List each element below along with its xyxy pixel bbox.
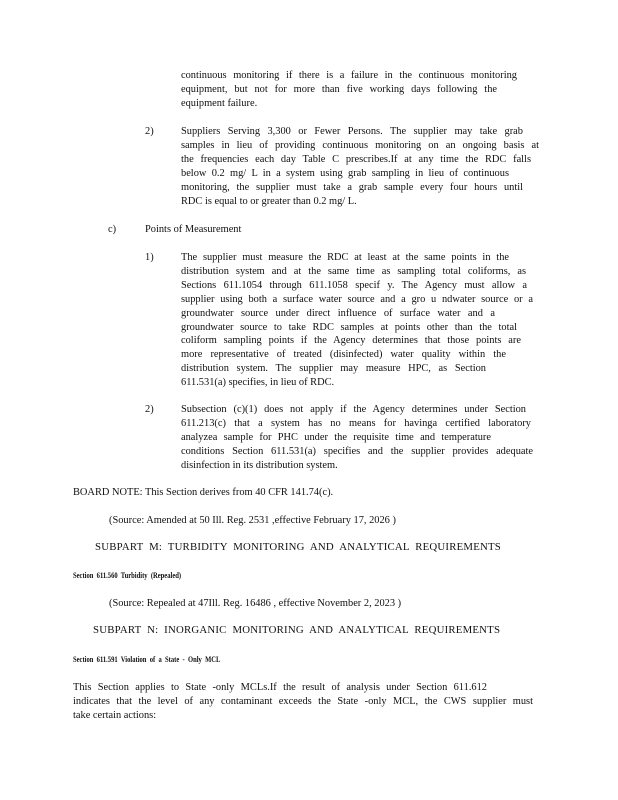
text-line: RDC is equal to or greater than 0.2 mg/ L.	[181, 195, 357, 207]
text-line: continuous monitoring if there is a failure in the continuous monitoring	[181, 70, 517, 81]
text-line: supplier using both a surface water source and a gro u ndwater source or a	[181, 293, 533, 305]
section-611-591-heading: Section 611.591 Violation of a State - Only MCL	[73, 655, 221, 664]
text-line: the frequencies each day Table C prescribes.If at any time the RDC falls	[181, 153, 531, 165]
text-line: This Section applies to State -only MCLs.If the result of analysis under Section 611.612	[73, 682, 487, 693]
source-note-repealed: (Source: Repealed at 47Ill. Reg. 16486 , effective November 2, 2023 )	[109, 598, 402, 609]
subpart-n-heading: SUBPART N: INORGANIC MONITORING AND ANALYTICAL REQUIREMENTS	[93, 624, 501, 636]
item-1-marker: 1)	[145, 252, 154, 263]
text-line: groundwater source to take RDC samples at points other than the total	[181, 321, 517, 333]
text-line: 611.531(a) specifies, in lieu of RDC.	[181, 377, 335, 389]
text-line: monitoring, the supplier must take a grab sample every four hours until	[181, 181, 523, 193]
text-line: disinfection in its distribution system.	[181, 459, 338, 471]
text-line: equipment failure.	[181, 97, 258, 109]
board-note: BOARD NOTE: This Section derives from 40 CFR 141.74(c).	[73, 487, 334, 498]
text-line: indicates that the level of any contaminant exceeds the State -only MCL, the CWS supplier must	[73, 695, 533, 707]
text-line: The supplier must measure the RDC at least at the same points in the	[181, 252, 509, 263]
continuation-paragraph	[181, 69, 517, 111]
text-line: Suppliers Serving 3,300 or Fewer Persons. The supplier may take grab	[181, 126, 523, 137]
item-1-paragraph	[181, 251, 533, 390]
item-c-marker: c)	[108, 224, 117, 235]
text-line: distribution system. The supplier may measure HPC, as Section	[181, 363, 486, 375]
subpart-m-heading: SUBPART M: TURBIDITY MONITORING AND ANALYTICAL REQUIREMENTS	[95, 541, 501, 553]
text-line: take certain actions:	[73, 709, 157, 721]
text-line: equipment, but not for more than five working days following the	[181, 83, 497, 95]
item-c-title: Points of Measurement	[145, 224, 242, 235]
text-line: below 0.2 mg/ L in a system using grab sampling in lieu of continuous	[181, 167, 509, 179]
item-2-subsection-paragraph	[181, 403, 533, 473]
item-2-subsection-marker: 2)	[145, 404, 154, 415]
text-line: groundwater source under direct influence of surface water and a	[181, 307, 495, 319]
text-line: conditions Section 611.531(a) specifies and the supplier provides adequate	[181, 445, 533, 457]
source-note-amended: (Source: Amended at 50 Ill. Reg. 2531 ,effective February 17, 2026 )	[109, 515, 396, 526]
text-line: Subsection (c)(1) does not apply if the Agency determines under Section	[181, 404, 526, 415]
item-2-marker: 2)	[145, 126, 154, 137]
text-line: coliform sampling points if the Agency determines that those points are	[181, 335, 521, 347]
text-line: samples in lieu of providing continuous monitoring on an ongoing basis at	[181, 139, 539, 151]
text-line: Sections 611.1054 through 611.1058 specif y. The Agency must allow a	[181, 279, 527, 291]
text-line: 611.213(c) that a system has no means for havinga certified laboratory	[181, 417, 531, 429]
item-2-paragraph	[181, 125, 539, 208]
section-611-591-body	[73, 681, 533, 723]
text-line: distribution system and at the same time as sampling total coliforms, as	[181, 265, 526, 277]
text-line: more representative of treated (disinfected) water quality within the	[181, 349, 506, 361]
text-line: analyzea sample for PHC under the requisite time and temperature	[181, 431, 491, 443]
section-611-560-heading: Section 611.560 Turbidity (Repealed)	[73, 571, 182, 580]
